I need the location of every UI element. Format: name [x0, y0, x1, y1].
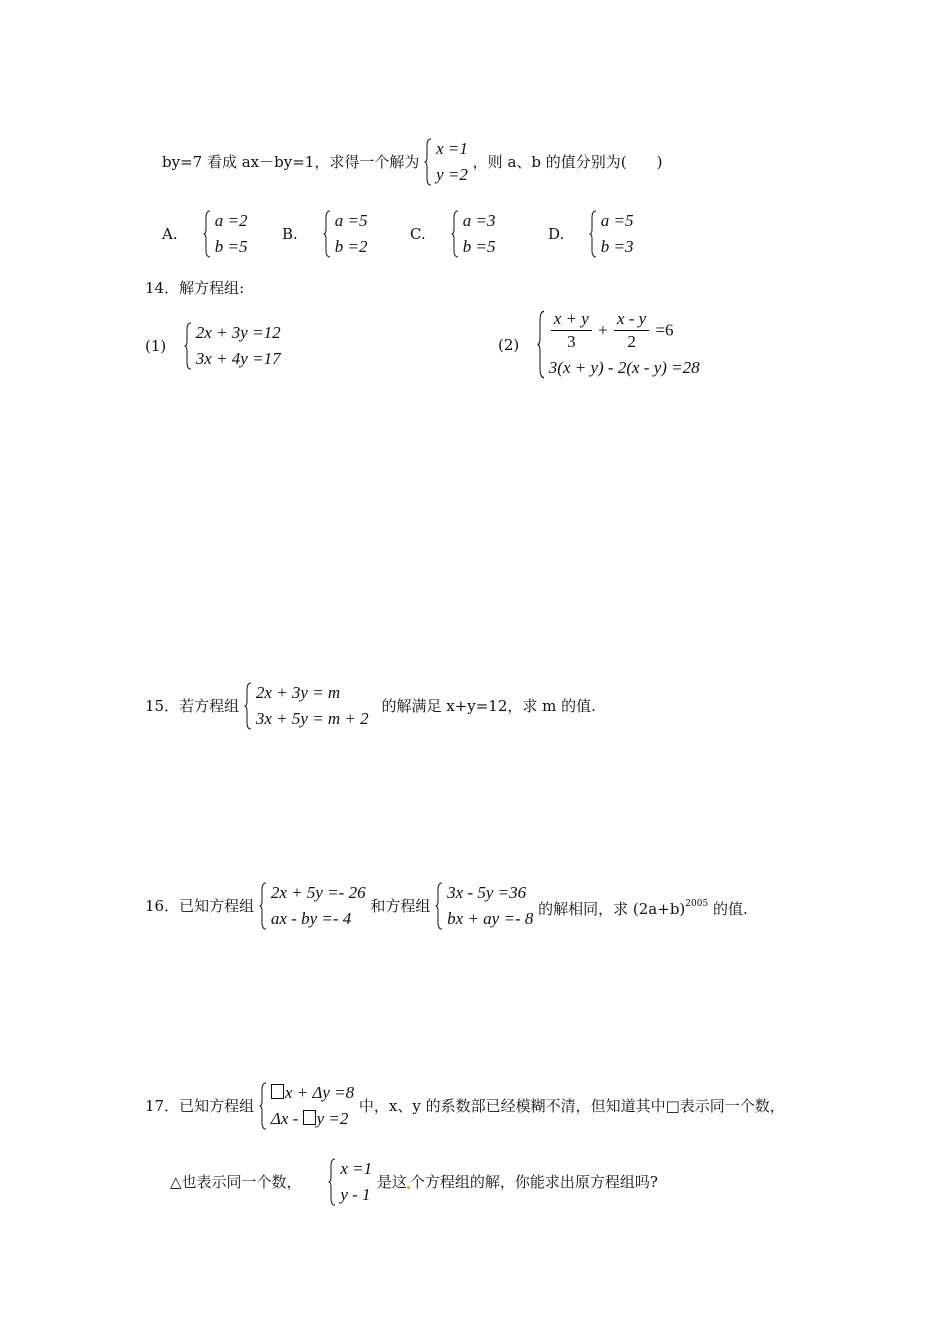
- brace-icon: [537, 310, 545, 379]
- q14-p1-eq1: 2x + 3y =12: [195, 323, 281, 342]
- q13-option-d[interactable]: [548, 208, 634, 260]
- q17-eq2-a: Δx -: [270, 1109, 299, 1128]
- q14-p1-eq2: 3x + 4y =17: [195, 349, 281, 368]
- brace-icon: [435, 882, 443, 930]
- q13-option-c[interactable]: [410, 208, 496, 260]
- brace-icon: [259, 1082, 267, 1130]
- option-b-value: b =5: [462, 237, 496, 256]
- option-label: D.: [548, 225, 565, 243]
- q17-sol-x: x =1: [340, 1159, 373, 1178]
- brace-icon: [589, 210, 597, 258]
- q16-eq1: 2x + 5y =- 26: [270, 883, 366, 902]
- q17-line2: [170, 1156, 658, 1208]
- q14-part1-label: (1): [145, 337, 167, 355]
- eq1-rhs: =6: [655, 320, 674, 340]
- q16-tail: [538, 900, 748, 918]
- fraction: [551, 308, 592, 353]
- q17-eq1-rest: x + Δy =8: [284, 1083, 355, 1102]
- option-system: [451, 208, 496, 260]
- option-label: A.: [162, 225, 178, 243]
- q16-system-2: [435, 880, 533, 932]
- fraction-denominator: 2: [627, 332, 636, 351]
- brace-icon: [259, 882, 267, 930]
- q17-line2-tail-b: 个方程组的解，你能求出原方程组吗?: [409, 1173, 658, 1191]
- q17-tail: 中，x、y 的系数部已经模糊不清，但知道其中□表示同一个数，: [358, 1097, 785, 1115]
- q13-option-b[interactable]: [282, 208, 368, 260]
- q17-sol-y: y - 1: [340, 1185, 371, 1204]
- brace-icon: [424, 138, 432, 186]
- q13-lead: by=7 看成 ax－by=1，求得一个解为: [162, 153, 420, 171]
- q15-eq2: 3x + 5y = m + 2: [255, 709, 369, 728]
- q13-sol-x: x =1: [436, 139, 468, 158]
- q13-solution-system: [424, 136, 468, 188]
- blank-square-icon: [271, 1084, 284, 1099]
- option-b-value: b =2: [334, 237, 368, 256]
- fraction-numerator: x - y: [614, 308, 649, 331]
- brace-icon: [451, 210, 459, 258]
- plus-sign: +: [598, 320, 608, 340]
- q14-part2-system: [537, 308, 700, 381]
- q17-line2-lead: △也表示同一个数，: [170, 1173, 302, 1191]
- option-a-value: a =5: [334, 211, 368, 230]
- option-label: C.: [410, 225, 426, 243]
- q14-p2-eq1: [549, 308, 700, 353]
- q17-line2-tail: [377, 1173, 658, 1191]
- brace-icon: [184, 322, 192, 370]
- q14-part1-system: [184, 320, 281, 372]
- q13-tail: ，则 a、b 的值分别为( ): [472, 153, 663, 171]
- brace-icon: [244, 682, 252, 730]
- option-label: B.: [282, 225, 298, 243]
- q16-line: [145, 880, 748, 932]
- q14-p2-eq2: 3(x + y) - 2(x - y) =28: [548, 358, 700, 377]
- q16-eq4: bx + ay =- 8: [447, 909, 534, 928]
- q13-sol-y: y =2: [436, 165, 468, 184]
- q14-part2: [498, 308, 700, 381]
- q13-line: [162, 136, 662, 188]
- q15-lead: 15．若方程组: [145, 697, 240, 715]
- q15-tail: 的解满足 x+y=12，求 m 的值.: [381, 697, 596, 715]
- q16-lead: 16．已知方程组: [145, 897, 255, 915]
- option-a-value: a =5: [600, 211, 634, 230]
- q16-eq3: 3x - 5y =36: [447, 883, 527, 902]
- brace-icon: [328, 1158, 336, 1206]
- q17-solution-system: [328, 1156, 372, 1208]
- brace-icon: [323, 210, 331, 258]
- q17-eq2-b: y =2: [316, 1109, 349, 1128]
- q14-part2-label: (2): [498, 335, 520, 354]
- q16-system-1: [259, 880, 366, 932]
- q17-line2-tail-a: 是这: [376, 1173, 407, 1191]
- q17-system: [259, 1080, 354, 1132]
- q15-eq1: 2x + 3y = m: [255, 683, 341, 702]
- q17-eq2: [271, 1106, 354, 1132]
- q17-line: [145, 1080, 785, 1132]
- fraction: [614, 308, 649, 353]
- q16-mid: 和方程组: [370, 897, 431, 915]
- blank-square-icon: [303, 1110, 316, 1125]
- q17-lead: 17．已知方程组: [145, 1097, 255, 1115]
- q13-option-a[interactable]: [162, 208, 248, 260]
- q15-line: [145, 680, 596, 732]
- q16-eq2: ax - by =- 4: [270, 909, 352, 928]
- option-a-value: a =3: [462, 211, 496, 230]
- option-system: [323, 208, 368, 260]
- q15-system: [244, 680, 369, 732]
- option-a-value: a =2: [214, 211, 248, 230]
- fraction-numerator: x + y: [551, 308, 592, 331]
- q14-part1: [145, 320, 281, 372]
- option-b-value: b =3: [600, 237, 634, 256]
- q16-tail-b: 的值.: [708, 899, 748, 918]
- q17-eq1: [271, 1080, 354, 1106]
- q16-tail-a: 的解相同，求 (2a+b): [538, 899, 686, 918]
- option-system: [203, 208, 248, 260]
- q16-exponent: 2005: [685, 898, 709, 909]
- option-b-value: b =5: [214, 237, 248, 256]
- brace-icon: [203, 210, 211, 258]
- option-system: [589, 208, 634, 260]
- fraction-denominator: 3: [567, 332, 576, 351]
- q14-title: 14．解方程组:: [145, 279, 245, 297]
